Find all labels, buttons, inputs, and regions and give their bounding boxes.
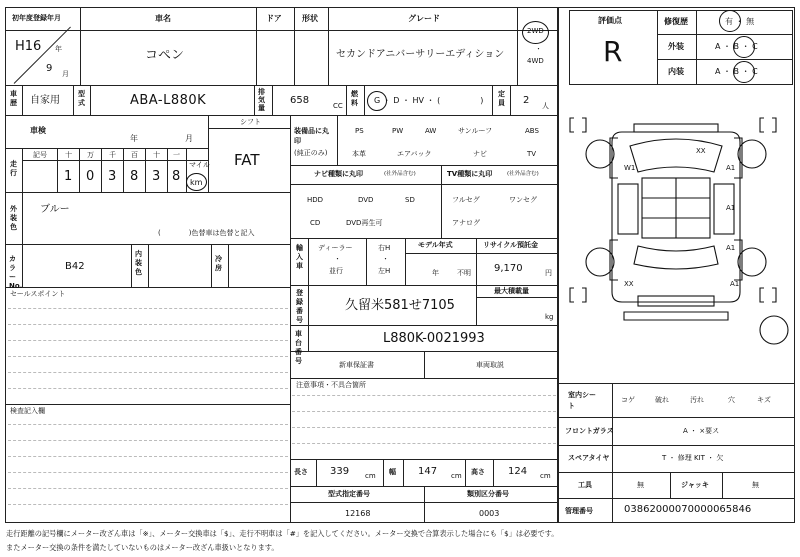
tv-type-sub: (社外品含む) bbox=[507, 171, 539, 177]
equip-airbag[interactable]: エアバック bbox=[397, 150, 432, 158]
footer-note-1: 走行距離の記号欄にメーター改ざん車は「※」、メーター交換車は「$」、走行不明車は「#」を記入してください。メーター交換で合算表示した場合にも「$」は必要です。 bbox=[6, 529, 559, 538]
import-left-hand[interactable]: 左H bbox=[378, 267, 391, 275]
mileage-digit-0: 1 bbox=[64, 169, 73, 184]
equip-aw[interactable]: AW bbox=[425, 127, 437, 135]
mileage-digit-2: 3 bbox=[108, 169, 117, 184]
navi-type-sub: (社外品含む) bbox=[384, 171, 416, 177]
model-name: コペン bbox=[145, 48, 185, 63]
repair-label: 修復歴 bbox=[664, 17, 688, 26]
unit-header-4: 十 bbox=[153, 151, 160, 159]
width-value: 147 bbox=[418, 466, 438, 477]
color-no-value: B42 bbox=[65, 261, 85, 272]
km-circle bbox=[186, 173, 207, 191]
length-unit: cm bbox=[365, 472, 376, 480]
windshield-options[interactable]: A ・ ×要ス bbox=[683, 427, 720, 435]
height-value: 124 bbox=[508, 466, 528, 477]
repair-yes-circle bbox=[719, 10, 741, 32]
unit-header-5: 一 bbox=[173, 151, 180, 159]
repair-options: 有 ・ 無 bbox=[725, 17, 755, 26]
chassis-label: 車台番号 bbox=[295, 330, 302, 365]
jack-label: ジャッキ bbox=[681, 481, 709, 489]
vehicle-manual[interactable]: 車両取説 bbox=[476, 361, 504, 369]
grade-label: グレード bbox=[408, 14, 440, 23]
exterior-label: 外装 bbox=[668, 42, 684, 51]
drive-4wd: 4WD bbox=[527, 57, 544, 65]
model-year-unit: 年 bbox=[432, 269, 439, 277]
footer-note-2: またメーター交換の条件を満たしていないものはメーター改ざん車扱いとなります。 bbox=[6, 543, 279, 552]
displacement-label: 排気量 bbox=[258, 88, 265, 112]
mileage-digit-1: 0 bbox=[86, 169, 95, 184]
width-unit: cm bbox=[451, 472, 462, 480]
mileage-sign-label: 記号 bbox=[33, 151, 47, 159]
chassis-value: L880K-0021993 bbox=[383, 331, 485, 346]
first-registration-year: H16 bbox=[15, 39, 42, 54]
equip-tv[interactable]: TV bbox=[527, 150, 537, 158]
length-label: 長さ bbox=[294, 468, 308, 476]
capacity-unit: 人 bbox=[542, 102, 549, 110]
jack-none[interactable]: 無 bbox=[752, 481, 759, 489]
shift-label: シフト bbox=[240, 118, 261, 126]
exterior-color-value: ブルー bbox=[40, 204, 70, 215]
navi-sd[interactable]: SD bbox=[405, 196, 415, 204]
inspection-month-unit: 月 bbox=[185, 134, 193, 143]
class-number-value: 0003 bbox=[479, 509, 500, 518]
month-unit: 月 bbox=[62, 70, 69, 78]
score-value: R bbox=[603, 35, 623, 68]
ac-label: 冷房 bbox=[215, 255, 222, 272]
navi-cd[interactable]: CD bbox=[310, 219, 321, 227]
model-name-label: 車名 bbox=[155, 14, 171, 23]
capacity-value: 2 bbox=[523, 95, 530, 106]
equip-abs[interactable]: ABS bbox=[525, 127, 539, 135]
mileage-digit-3: 8 bbox=[130, 169, 139, 184]
model-year-unknown[interactable]: 不明 bbox=[457, 269, 471, 277]
seat-hole[interactable]: 穴 bbox=[728, 396, 735, 404]
color-no-label: カラーNo. bbox=[9, 255, 23, 290]
import-parallel[interactable]: 並行 bbox=[329, 267, 343, 275]
drive-separator: ・ bbox=[535, 45, 542, 53]
type-label: 型式 bbox=[78, 90, 85, 107]
tv-type-label: TV種類に丸印 bbox=[447, 170, 493, 178]
navi-hdd[interactable]: HDD bbox=[307, 196, 324, 204]
mark-right-a1-1: A1 bbox=[726, 164, 736, 172]
shift-value: FAT bbox=[234, 151, 260, 169]
navi-dvd-play[interactable]: DVD再生可 bbox=[346, 219, 383, 227]
mileage-digit-4: 3 bbox=[152, 169, 161, 184]
mark-right-a1-3: A1 bbox=[726, 244, 736, 252]
usage-value: 自家用 bbox=[30, 95, 60, 106]
seat-label: 室内シート bbox=[568, 391, 596, 410]
import-dealer[interactable]: ディーラー bbox=[318, 244, 353, 252]
fuel-options: G ・ D ・ HV ・ ( ) bbox=[374, 96, 484, 105]
vehicle-damage-diagram bbox=[560, 100, 792, 380]
import-dot-2: ・ bbox=[382, 255, 389, 263]
unit-header-2: 千 bbox=[109, 151, 116, 159]
sales-point-label: セールスポイント bbox=[10, 290, 66, 298]
recycle-yen: 円 bbox=[545, 269, 552, 277]
equip-pw[interactable]: PW bbox=[392, 127, 404, 135]
tv-oneseg[interactable]: ワンセグ bbox=[509, 196, 537, 204]
equip-leather[interactable]: 本革 bbox=[352, 150, 366, 158]
tools-label: 工具 bbox=[578, 481, 592, 489]
unit-header-1: 万 bbox=[87, 151, 94, 159]
seat-tear[interactable]: 破れ bbox=[655, 396, 669, 404]
spare-tire-label: スペアタイヤ bbox=[568, 454, 610, 462]
windshield-label: フロントガラス bbox=[565, 427, 614, 435]
door-label: ドア bbox=[266, 14, 282, 23]
type-code: ABA-L880K bbox=[130, 93, 207, 108]
shape-label: 形状 bbox=[302, 14, 318, 23]
usage-label: 車歴 bbox=[10, 90, 17, 107]
mileage-unit: km bbox=[190, 178, 203, 187]
height-label: 高さ bbox=[471, 468, 485, 476]
unit-header-3: 百 bbox=[131, 151, 138, 159]
color-change-note: ( )色替車は色替と記入 bbox=[158, 229, 255, 237]
inspection-label: 車検 bbox=[30, 126, 46, 135]
import-label: 輸入車 bbox=[296, 244, 303, 270]
width-label: 幅 bbox=[389, 468, 396, 476]
exterior-color-label: 外装色 bbox=[10, 205, 17, 231]
inspection-note-label: 検査記入欄 bbox=[10, 407, 45, 415]
mileage-digit-5: 8 bbox=[172, 169, 181, 184]
tv-analog[interactable]: アナログ bbox=[452, 219, 480, 227]
equip-navi[interactable]: ナビ bbox=[473, 150, 487, 158]
equipment-sub-label: (純正のみ) bbox=[294, 149, 328, 157]
model-year-label: モデル年式 bbox=[418, 241, 453, 249]
first-registration-month: 9 bbox=[46, 63, 53, 74]
mgmt-number-value: 03862000070000065846 bbox=[624, 504, 752, 515]
recycle-label: リサイクル預託金 bbox=[483, 241, 539, 249]
navi-dvd[interactable]: DVD bbox=[358, 196, 374, 204]
mark-front-xx: XX bbox=[696, 147, 706, 155]
mgmt-number-label: 管理番号 bbox=[565, 507, 593, 515]
exterior-b-circle bbox=[733, 36, 755, 58]
inspection-year-unit: 年 bbox=[130, 134, 138, 143]
tools-none[interactable]: 無 bbox=[637, 481, 644, 489]
seat-burn[interactable]: コゲ bbox=[621, 396, 635, 404]
drive-2wd: 2WD bbox=[527, 27, 544, 35]
mileage-label: 走行 bbox=[10, 160, 17, 177]
new-car-warranty[interactable]: 新車保証書 bbox=[339, 361, 374, 369]
caution-label: 注意事項・不具合箇所 bbox=[296, 381, 366, 389]
interior-color-label: 内装色 bbox=[135, 250, 142, 276]
mile-label: マイル bbox=[189, 161, 210, 169]
type-designation-value: 12168 bbox=[345, 509, 371, 518]
mark-left-w1: W1 bbox=[624, 164, 636, 172]
recycle-value: 9,170 bbox=[494, 263, 523, 274]
unit-header-0: 十 bbox=[65, 151, 72, 159]
displacement-value: 658 bbox=[290, 95, 310, 106]
spare-tire-options[interactable]: T ・ 修理 KIT ・ 欠 bbox=[662, 454, 724, 462]
equip-ps[interactable]: PS bbox=[355, 127, 364, 135]
interior-grade-options: A ・ B ・ C bbox=[715, 67, 758, 76]
registration-value: 久留米581せ7105 bbox=[345, 298, 455, 313]
max-load-unit: kg bbox=[545, 313, 554, 321]
seat-scratch[interactable]: キズ bbox=[757, 396, 771, 404]
length-value: 339 bbox=[330, 466, 350, 477]
interior-b-circle bbox=[733, 61, 755, 83]
capacity-label: 定員 bbox=[498, 90, 505, 107]
class-number-label: 類別区分番号 bbox=[467, 490, 509, 498]
first-registration-label: 初年度登録年月 bbox=[12, 14, 61, 22]
drive-2wd-circle bbox=[522, 21, 549, 44]
seat-stain[interactable]: 汚れ bbox=[690, 396, 704, 404]
mark-right-a1-2: A1 bbox=[726, 204, 736, 212]
max-load-label: 最大積載量 bbox=[494, 287, 529, 295]
score-label: 評価点 bbox=[598, 16, 622, 25]
cc-unit: CC bbox=[333, 102, 343, 110]
interior-label: 内装 bbox=[668, 67, 684, 76]
import-dot: ・ bbox=[334, 255, 341, 263]
fuel-label: 燃料 bbox=[351, 90, 358, 107]
exterior-grade-options: A ・ B ・ C bbox=[715, 42, 758, 51]
height-unit: cm bbox=[540, 472, 551, 480]
import-right-hand[interactable]: 右H bbox=[378, 244, 391, 252]
registration-label: 登録番号 bbox=[296, 289, 303, 324]
equipment-label: 装備品に丸印 bbox=[294, 127, 329, 145]
mark-rear-xx: XX bbox=[624, 280, 634, 288]
navi-type-label: ナビ種類に丸印 bbox=[314, 170, 363, 178]
year-unit: 年 bbox=[55, 45, 62, 53]
type-designation-label: 型式指定番号 bbox=[328, 490, 370, 498]
tv-fullseg[interactable]: フルセグ bbox=[452, 196, 480, 204]
equip-sunroof[interactable]: サンルーフ bbox=[458, 127, 493, 135]
grade-value: セカンドアニバーサリーエディション bbox=[336, 49, 505, 60]
mark-rear-a1: A1 bbox=[730, 280, 740, 288]
fuel-g-circle bbox=[367, 91, 387, 111]
